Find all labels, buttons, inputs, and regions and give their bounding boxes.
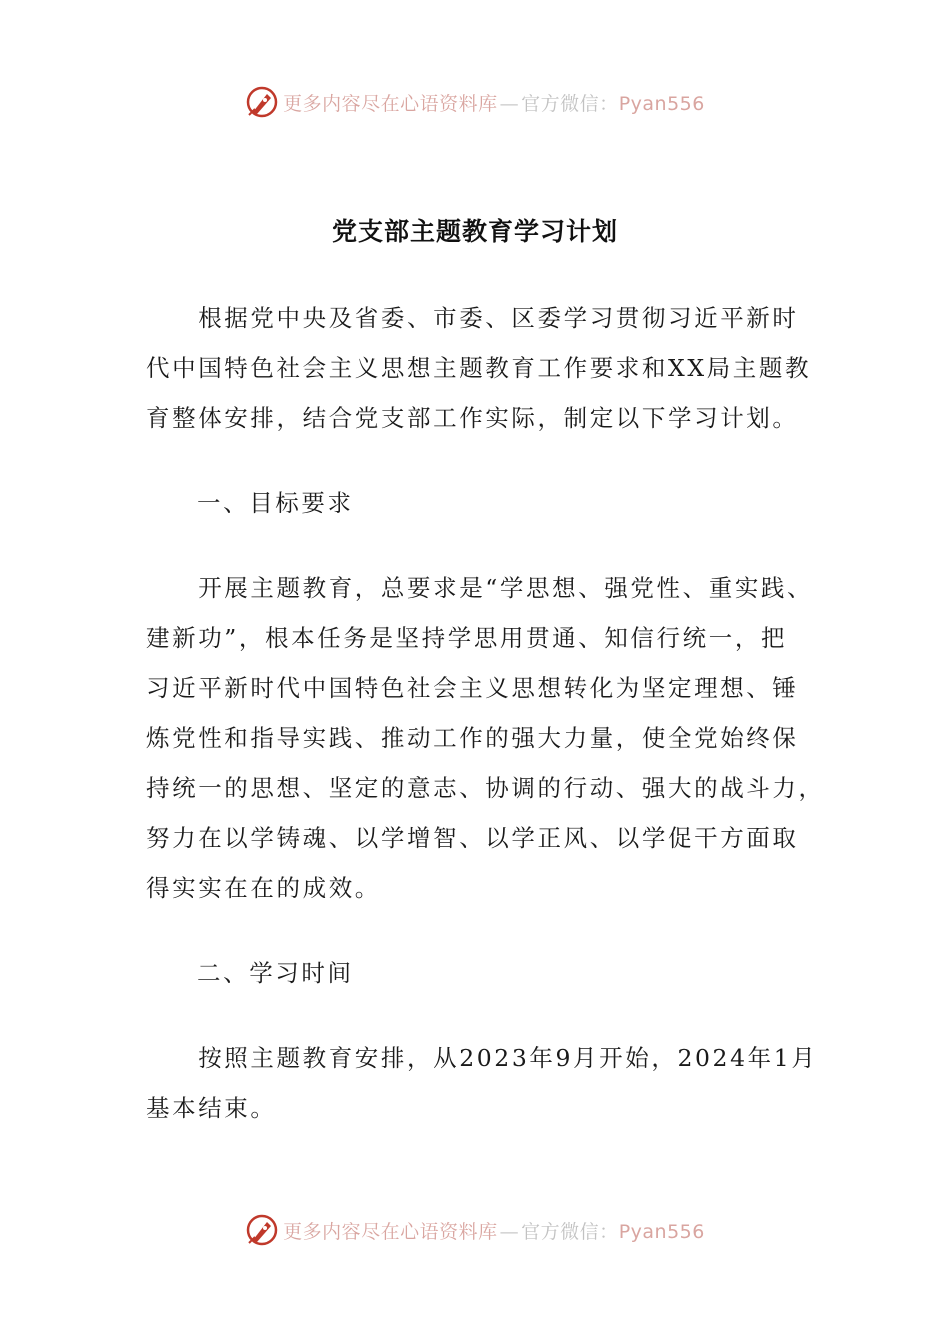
paragraph-line: 开展主题教育，总要求是“学思想、强党性、重实践、 (146, 574, 814, 602)
schedule-paragraph (146, 1033, 818, 1133)
paragraph-line: 按照主题教育安排，从2023年9月开始，2024年1月 (146, 1044, 818, 1072)
watermark-separator: — (499, 1220, 520, 1243)
section-heading-goals: 一、目标要求 (197, 489, 354, 517)
watermark-separator: — (499, 92, 520, 115)
paragraph-line: 努力在以学铸魂、以学增智、以学正风、以学促干方面取 (146, 824, 799, 852)
watermark-text (283, 89, 705, 116)
header-watermark (0, 82, 950, 122)
paragraph-line: 得实实在在的成效。 (146, 874, 381, 902)
footer-watermark (0, 1210, 950, 1250)
watermark-wechat-label: 官方微信： (521, 1220, 619, 1243)
paragraph-line: 习近平新时代中国特色社会主义思想转化为坚定理想、锤 (146, 674, 799, 702)
watermark-wechat-id: Pyan556 (618, 1220, 705, 1243)
document-title: 党支部主题教育学习计划 (331, 217, 618, 246)
watermark-site: 更多内容尽在心语资料库 (283, 1220, 498, 1243)
watermark-text (283, 1217, 705, 1244)
goals-paragraph (146, 563, 825, 913)
paragraph-line: 建新功”，根本任务是坚持学思用贯通、知信行统一，把 (146, 624, 788, 652)
paragraph-line: 炼党性和指导实践、推动工作的强大力量，使全党始终保 (146, 724, 799, 752)
paragraph-line: 基本结束。 (146, 1094, 277, 1122)
watermark-wechat-label: 官方微信： (521, 92, 619, 115)
watermark-site: 更多内容尽在心语资料库 (283, 92, 498, 115)
intro-paragraph (146, 293, 812, 443)
paragraph-line: 代中国特色社会主义思想主题教育工作要求和XX局主题教 (146, 354, 812, 382)
section-heading-schedule: 二、学习时间 (197, 959, 354, 987)
paragraph-line: 根据党中央及省委、市委、区委学习贯彻习近平新时 (146, 304, 799, 332)
paragraph-line: 育整体安排，结合党支部工作实际，制定以下学习计划。 (146, 404, 799, 432)
pen-nib-circle-icon (245, 1213, 279, 1247)
watermark-wechat-id: Pyan556 (618, 92, 705, 115)
paragraph-line: 持统一的思想、坚定的意志、协调的行动、强大的战斗力， (146, 774, 825, 802)
pen-nib-circle-icon (245, 85, 279, 119)
